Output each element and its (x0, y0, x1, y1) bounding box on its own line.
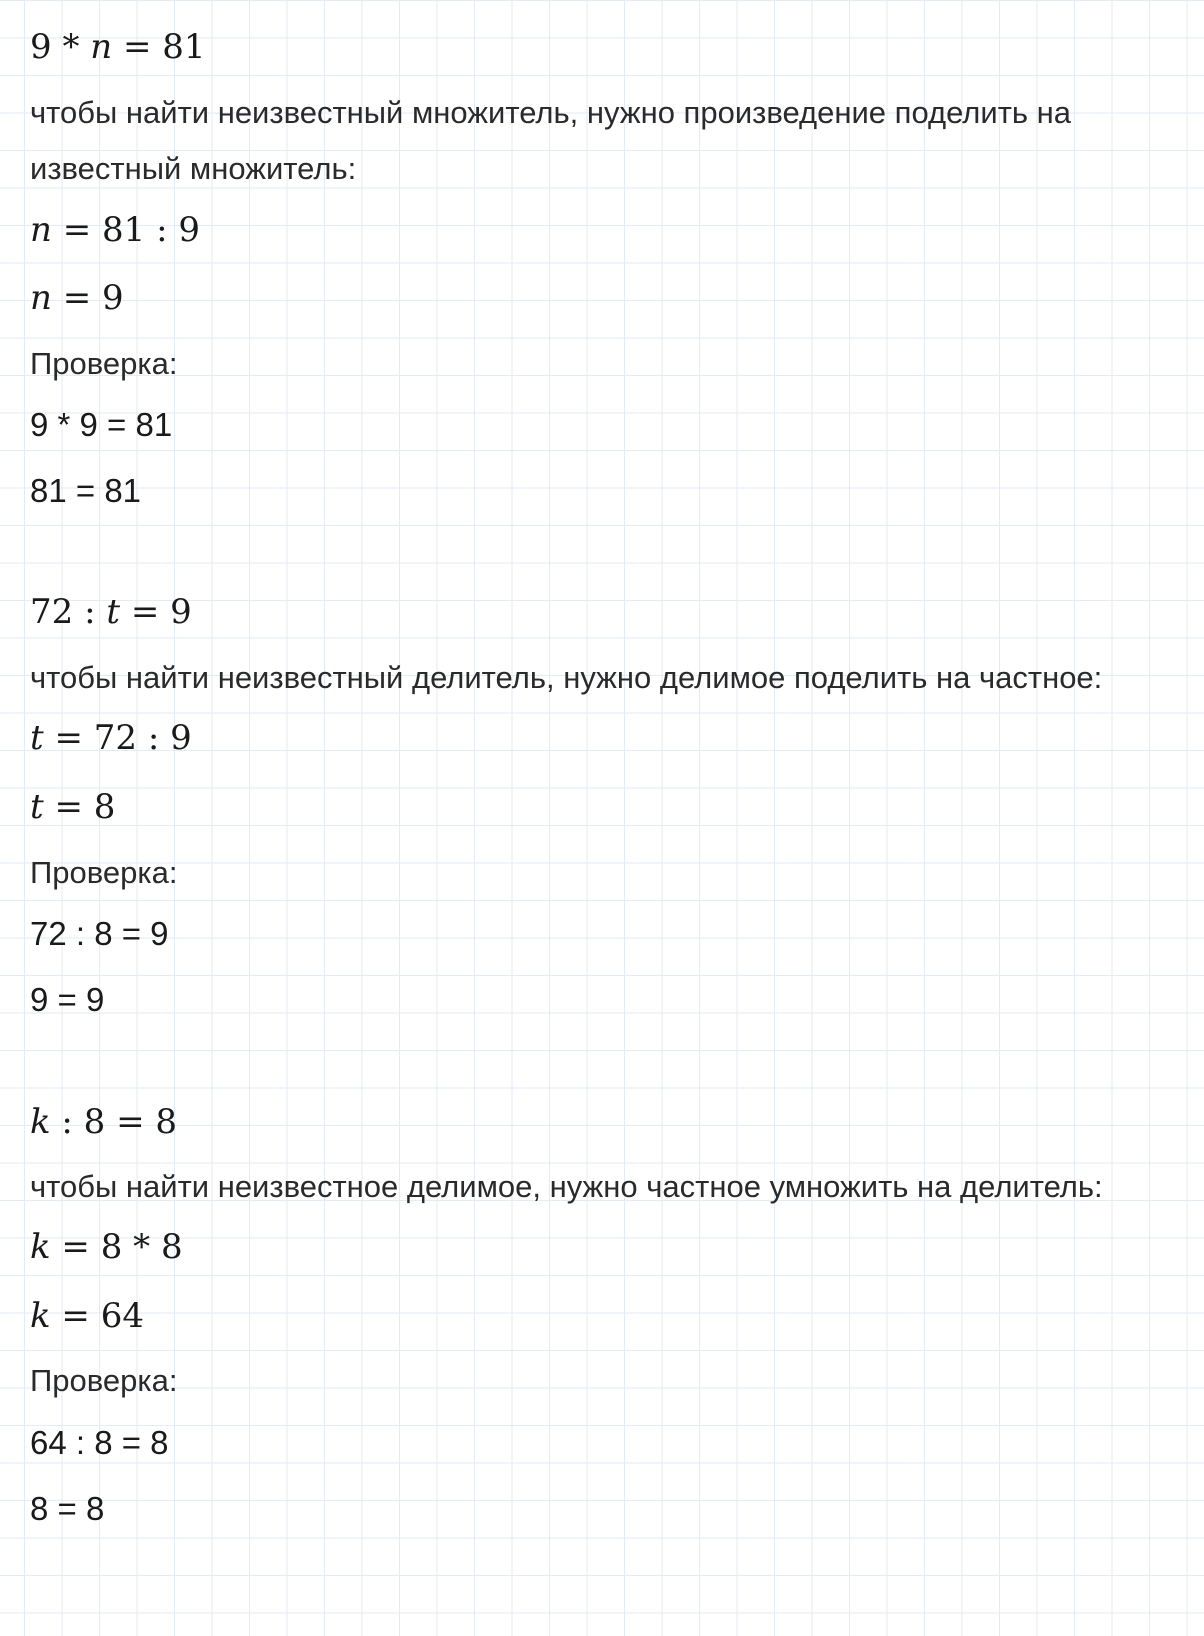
equation-1-post: = 81 (112, 27, 206, 67)
equation-2-variable: t (106, 592, 121, 632)
rule-3-line-1: чтобы найти неизвестное делимое, нужно частное умножить на делитель: (30, 1169, 1103, 1204)
check-3-line-1: 64 : 8 = 8 (30, 1424, 169, 1461)
check-3-line-2: 8 = 8 (30, 1490, 105, 1527)
check-2-line-1: 72 : 8 = 9 (30, 915, 169, 952)
rule-1-line-2: известный множитель: (30, 151, 357, 186)
solve-3-step-2-variable: k (30, 1296, 51, 1336)
solve-1-step-1-variable: n (30, 210, 52, 250)
solve-3-step-1 (30, 1227, 183, 1267)
check-1-line-2: 81 = 81 (30, 472, 142, 509)
solve-2-step-2 (30, 787, 116, 827)
solve-1-step-2 (30, 278, 124, 318)
check-1-line-1: 9 * 9 = 81 (30, 406, 173, 443)
rule-2-line-1: чтобы найти неизвестный делитель, нужно делимое поделить на частное: (30, 660, 1103, 695)
equation-3-variable: k (30, 1102, 51, 1142)
solve-2-step-2-post: = 8 (43, 787, 116, 827)
equation-2 (30, 592, 192, 632)
solve-1-step-1 (30, 210, 200, 250)
solve-1-step-2-variable: n (30, 278, 52, 318)
solve-3-step-1-variable: k (30, 1227, 51, 1267)
solve-3-step-1-post: = 8 * 8 (50, 1227, 183, 1267)
equation-1-pre: 9 * (30, 27, 91, 67)
equation-2-pre: 72 : (30, 592, 107, 632)
equation-2-post: = 9 (120, 592, 192, 632)
solve-3-step-2 (30, 1296, 144, 1336)
equation-3 (30, 1102, 178, 1142)
check-2-label: Проверка: (30, 855, 178, 890)
solve-1-step-1-post: = 81 : 9 (51, 210, 200, 250)
solve-2-step-1-variable: t (30, 718, 44, 758)
solve-3-step-2-post: = 64 (50, 1296, 144, 1336)
equation-1-variable: n (90, 27, 113, 67)
solve-2-step-2-variable: t (30, 787, 44, 827)
rule-1-line-1: чтобы найти неизвестный множитель, нужно произведение поделить на (30, 95, 1072, 130)
solve-1-step-2-post: = 9 (51, 278, 124, 318)
check-1-label: Проверка: (30, 346, 178, 381)
equation-3-post: : 8 = 8 (50, 1102, 178, 1142)
solve-2-step-1 (30, 718, 192, 758)
equation-1 (30, 27, 206, 67)
solve-2-step-1-post: = 72 : 9 (43, 718, 192, 758)
check-3-label: Проверка: (30, 1363, 178, 1398)
check-2-line-2: 9 = 9 (30, 981, 105, 1018)
